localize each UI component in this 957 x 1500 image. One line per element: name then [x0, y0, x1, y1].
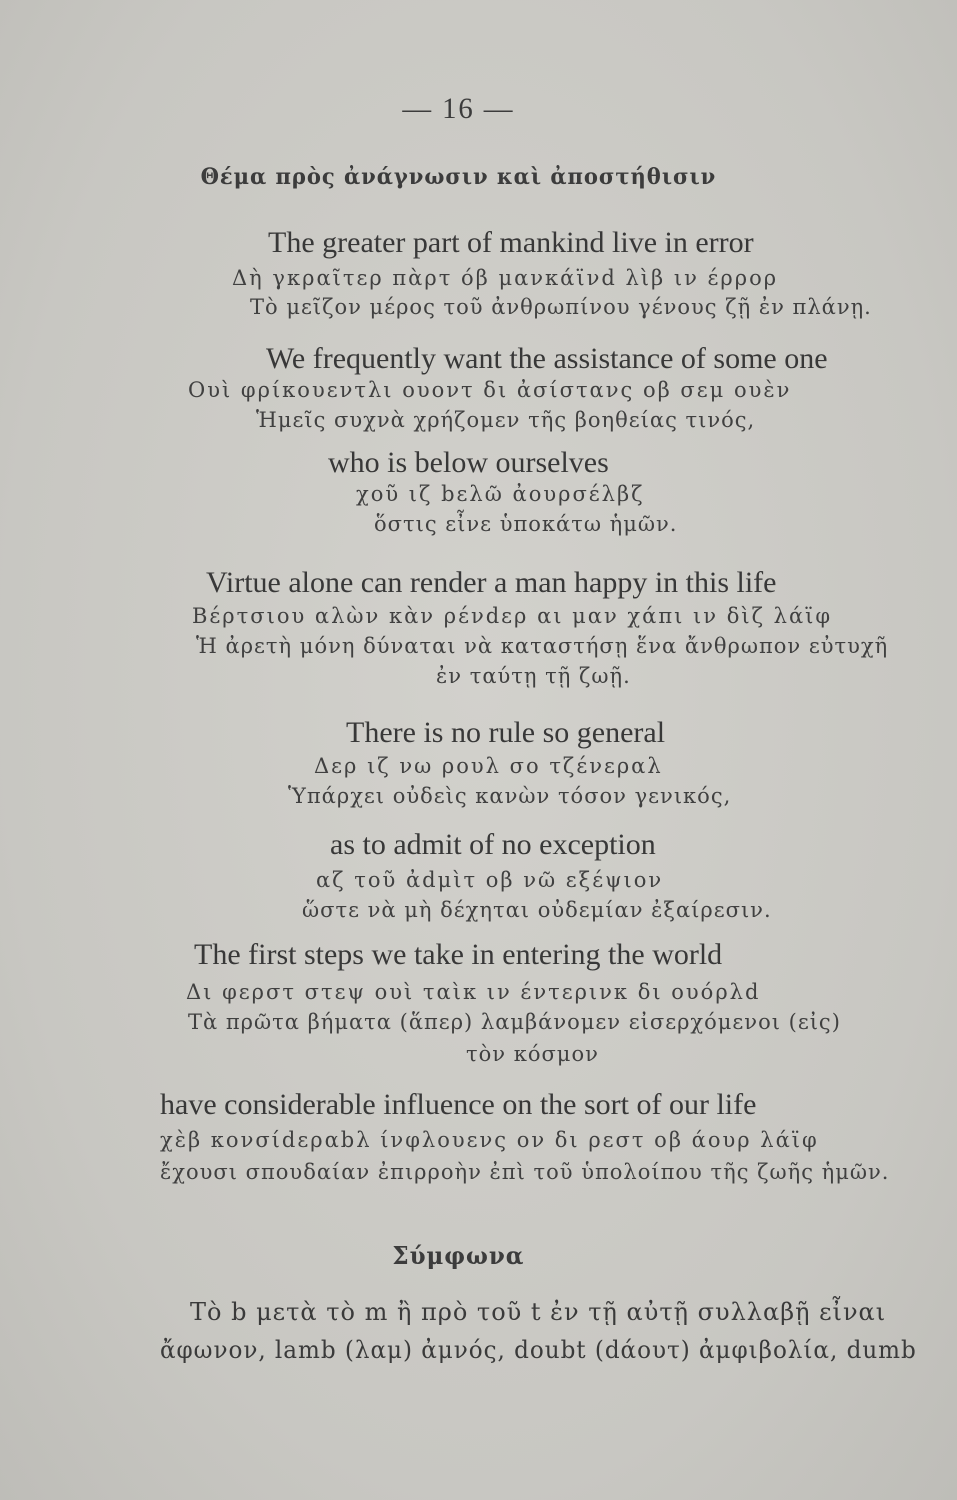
transliteration-line: Δι φερστ στεψ ουὶ ταὶκ ιν έντερινκ δι ουόρλd: [186, 980, 761, 1004]
english-line: The greater part of mankind live in error: [268, 226, 754, 259]
english-line: The first steps we take in entering the world: [194, 938, 723, 971]
transliteration-line: Βέρτσιου αλὼν κὰν ρένdερ αι μαν χάπι ιν δὶζ λάϊφ: [192, 604, 833, 628]
english-line: who is below ourselves: [328, 446, 609, 479]
greek-translation-line: Ὑπάρχει οὐδεὶς κανὼν τόσον γενικός,: [288, 784, 732, 808]
transliteration-line: Ουὶ φρίκουεντλι ουοντ δι ἀσίστανς οβ σεμ ουὲν: [188, 378, 792, 402]
greek-translation-line: Ἡ ἀρετὴ μόνη δύναται νὰ καταστήσῃ ἕνα ἄνθρωπον εὐτυχῆ: [196, 634, 889, 658]
english-line: have considerable influence on the sort of our life: [160, 1088, 757, 1121]
greek-translation-line-cont: ἐν ταύτῃ τῇ ζωῇ.: [436, 664, 631, 688]
greek-translation-line: Τὸ μεῖζον μέρος τοῦ ἀνθρωπίνου γένους ζῇ ἐν πλάνῃ.: [250, 295, 872, 319]
greek-translation-line-cont: τὸν κόσμον: [466, 1042, 599, 1066]
section-heading: Θέμα πρὸς ἀνάγνωσιν καὶ ἀποστήθισιν: [200, 164, 717, 190]
paragraph-line: ἄφωνον, lamb (λαμ) ἀμνός, doubt (dάουτ) ἀμφιβολία, dumb: [160, 1336, 917, 1364]
transliteration-line: χὲβ κονσίdεραbλ ίνφλουενς ον δι ρεστ οβ άουρ λάϊφ: [160, 1128, 819, 1152]
transliteration-line: χοῦ ιζ bελῶ ἀουρσέλβζ: [356, 482, 645, 506]
greek-translation-line: Τὰ πρῶτα βήματα (ἅπερ) λαμβάνομεν εἰσερχόμενοι (εἰς): [188, 1010, 841, 1034]
english-line: as to admit of no exception: [330, 828, 656, 861]
greek-translation-line: ὅστις εἶνε ὑποκάτω ἡμῶν.: [374, 512, 678, 536]
greek-translation-line: ὥστε νὰ μὴ δέχηται οὐδεμίαν ἐξαίρεσιν.: [302, 898, 772, 922]
paragraph-line: Τὸ b μετὰ τὸ m ἢ πρὸ τοῦ t ἐν τῇ αὐτῇ συλλαβῇ εἶναι: [190, 1298, 887, 1326]
transliteration-line: Δερ ιζ νω ρουλ σο τζένεραλ: [314, 754, 663, 778]
english-line: There is no rule so general: [346, 716, 666, 749]
english-line: Virtue alone can render a man happy in this life: [206, 566, 777, 599]
transliteration-line: αζ τοῦ ἀdμὶτ οβ νῶ εξέψιον: [316, 868, 664, 892]
transliteration-line: Δὴ γκραῖτερ πὰρτ όβ μανκάϊνd λὶβ ιν έρρορ: [232, 266, 779, 290]
page-number: — 16 —: [402, 92, 515, 125]
subsection-heading: Σύμφωνα: [392, 1241, 525, 1270]
greek-translation-line: ἔχουσι σπουδαίαν ἐπιρροὴν ἐπὶ τοῦ ὑπολοίπου τῆς ζωῆς ἡμῶν.: [160, 1160, 890, 1184]
english-line: We frequently want the assistance of some one: [266, 342, 828, 375]
greek-translation-line: Ἡμεῖς συχνὰ χρήζομεν τῆς βοηθείας τινός,: [256, 408, 756, 432]
